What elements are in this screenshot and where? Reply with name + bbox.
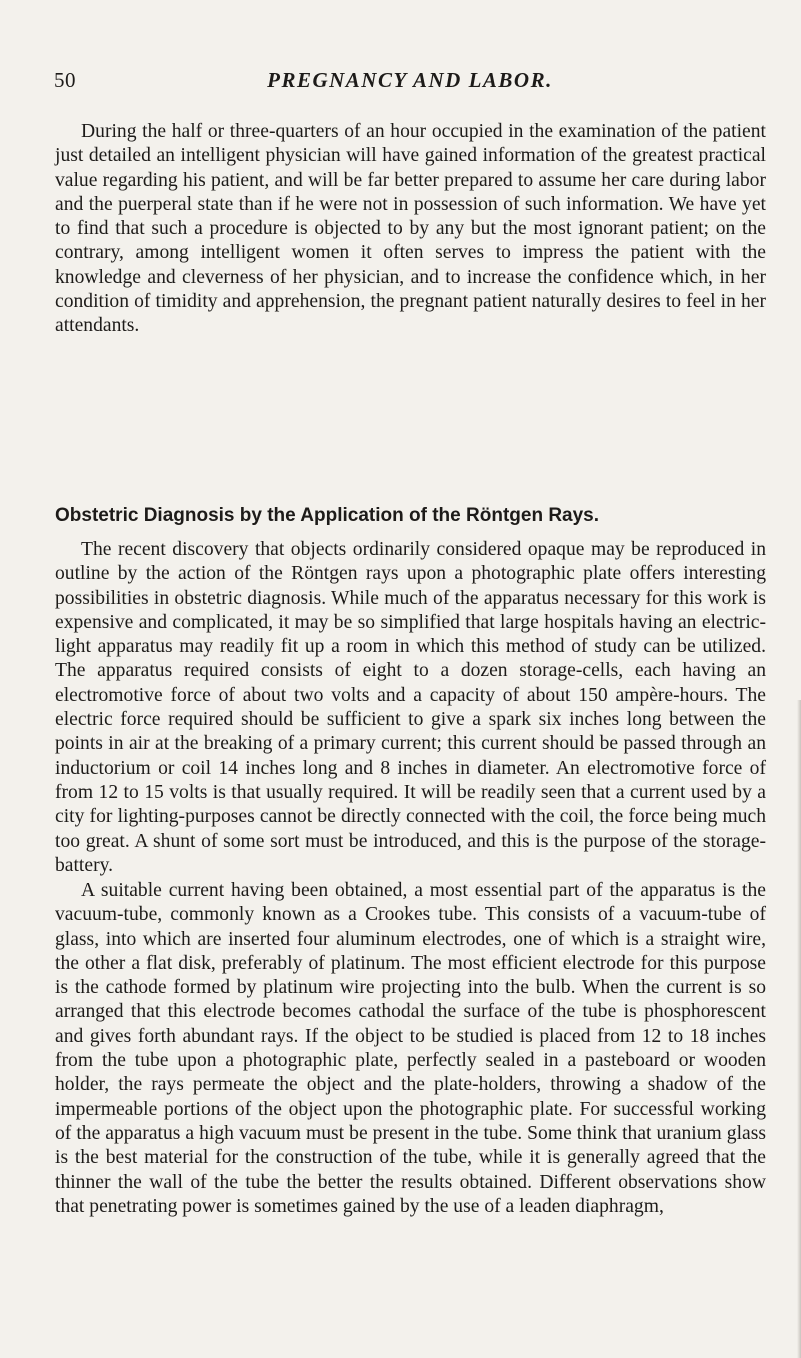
- paragraph-rontgen-apparatus: The recent discovery that objects ordinarily considered opaque may be reproduced in outline by the action of the Röntgen rays upon a photographic plate offers interesting possibilities in obstetric diagnosis. While much of the apparatus necessary for this work is expensive and complicated, it may be so simplified that large hospitals having an electric-light apparatus may readily fit up a room in which this method of study can be utilized. The apparatus required consists of eight to a dozen storage-cells, each having an electromotive force of about two volts and a capacity of about 150 ampère-hours. The electric force required should be sufficient to give a spark six inches long between the points in air at the breaking of a primary current; this current should be passed through an inductorium or coil 14 inches long and 8 inches in diameter. An electromotive force of from 12 to 15 volts is that usually required. It will be readily seen that a current used by a city for lighting-purposes cannot be directly connected with the coil, the force being much too great. A shunt of some sort must be introduced, and this is the purpose of the storage-battery.: [55, 539, 766, 876]
- section-heading: Obstetric Diagnosis by the Application of the Röntgen Rays.: [55, 505, 600, 526]
- page-header: [54, 68, 766, 98]
- page-edge-shadow: [797, 700, 801, 1358]
- paragraph-examination: During the half or three-quarters of an hour occupied in the examination of the patient just detailed an intelligent physician will have gained information of the greatest practical value regarding his patient, and will be far better prepared to assume her care during labor and the puerperal state than if he were not in possession of such information. We have yet to find that such a procedure is objected to by any but the most ignorant patient; on the contrary, among intelligent women it often serves to impress the patient with the knowledge and cleverness of her physician, and to increase the confidence which, in her condition of timidity and apprehension, the pregnant patient naturally desires to feel in her attendants.: [55, 121, 766, 337]
- page-number: 50: [54, 68, 76, 92]
- running-title: PREGNANCY AND LABOR.: [267, 68, 553, 92]
- paragraph-crookes-tube: A suitable current having been obtained, a most essential part of the apparatus is the vacuum-tube, commonly known as a Crookes tube. This consists of a vacuum-tube of glass, into which are inserted four aluminum electrodes, one of which is a straight wire, the other a flat disk, preferably of platinum. The most efficient electrode for this purpose is the cathode formed by platinum wire projecting into the bulb. When the current is so arranged that this electrode becomes cathodal the surface of the tube is phosphorescent and gives forth abundant rays. If the object to be studied is placed from 12 to 18 inches from the tube upon a photographic plate, perfectly sealed in a pasteboard or wooden holder, the rays permeate the object and the plate-holders, throwing a shadow of the impermeable portions of the object upon the photographic plate. For successful working of the apparatus a high vacuum must be present in the tube. Some think that uranium glass is the best material for the construction of the tube, while it is generally agreed that the thinner the wall of the tube the better the results obtained. Different observations show that penetrating power is sometimes gained by the use of a leaden diaphragm,: [55, 880, 766, 1217]
